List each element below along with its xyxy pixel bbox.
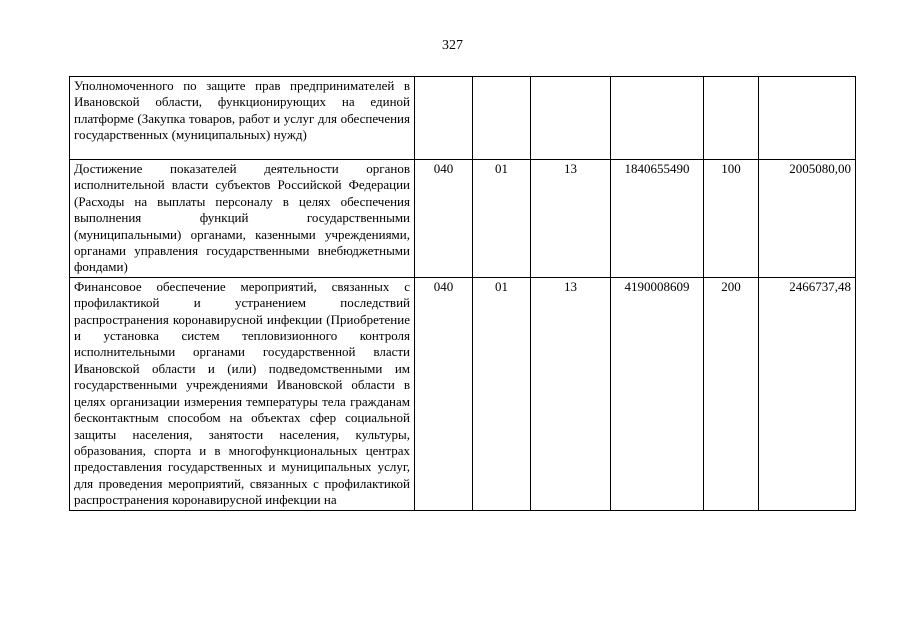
expense-type-code: [704, 77, 759, 160]
row-description: Уполномоченного по защите прав предпринимателей в Ивановской области, функционирующих на единой платформе (Закупка товаров, работ и услуг для обеспечения государственных (муниципальных) нужд): [70, 77, 415, 160]
section-code: 01: [473, 277, 531, 510]
subsection-code: [531, 77, 611, 160]
amount: [759, 77, 856, 160]
amount: 2005080,00: [759, 160, 856, 278]
section-code: [473, 77, 531, 160]
expense-type-code: 100: [704, 160, 759, 278]
budget-table: [69, 76, 856, 511]
subsection-code: 13: [531, 160, 611, 278]
target-article-code: 4190008609: [611, 277, 704, 510]
table-row: [70, 277, 856, 510]
amount: 2466737,48: [759, 277, 856, 510]
expense-type-code: 200: [704, 277, 759, 510]
subsection-code: 13: [531, 277, 611, 510]
ministry-code: 040: [415, 277, 473, 510]
target-article-code: [611, 77, 704, 160]
row-description: Достижение показателей деятельности органов исполнительной власти субъектов Российской Федерации (Расходы на выплаты персоналу в целях обеспечения выполнения функций государственными (муниципальными) органами, казенными учреждениями, органами управления государственными внебюджетными фондами): [70, 160, 415, 278]
table-row: [70, 77, 856, 160]
table-row: [70, 160, 856, 278]
page-number: 327: [442, 38, 463, 53]
ministry-code: [415, 77, 473, 160]
section-code: 01: [473, 160, 531, 278]
ministry-code: 040: [415, 160, 473, 278]
target-article-code: 1840655490: [611, 160, 704, 278]
row-description: Финансовое обеспечение мероприятий, связанных с профилактикой и устранением последствий распространения коронавирусной инфекции (Приобретение и установка систем тепловизионного контроля исполнительными органами государственной власти Ивановской области и (или) подведомственными им государственными учреждениями Ивановской области в целях организации измерения температуры тела гражданам бесконтактным способом на объектах сфер социальной защиты населения, занятости населения, культуры, образования, спорта и в многофункциональных центрах предоставления государственных и муниципальных услуг, для проведения мероприятий, связанных с профилактикой распространения коронавирусной инфекции на: [70, 277, 415, 510]
